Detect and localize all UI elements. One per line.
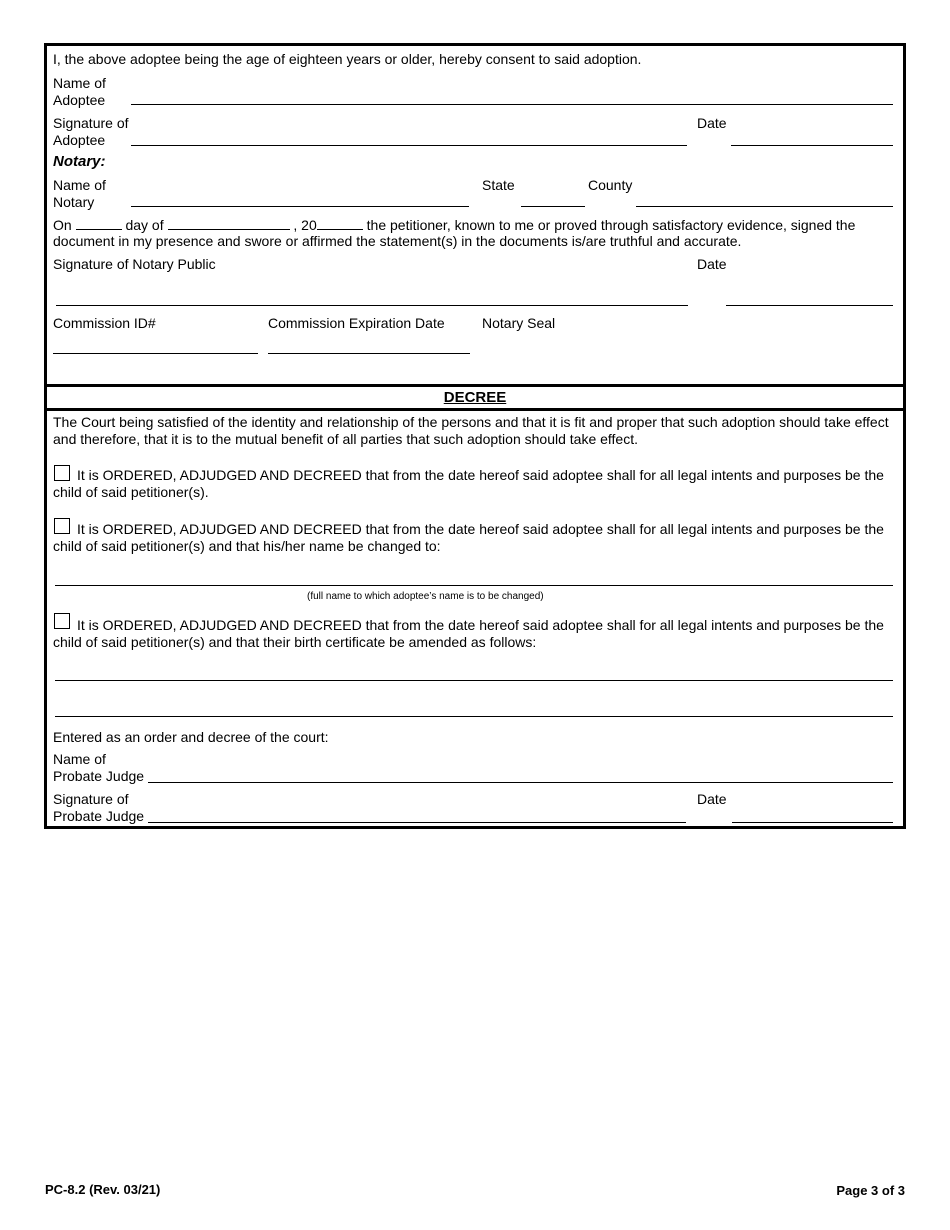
- decree-title: DECREE: [443, 389, 507, 406]
- notary-date-label: Date: [697, 256, 727, 272]
- notary-day-field[interactable]: [76, 216, 122, 230]
- commission-expiration-label: Commission Expiration Date: [268, 315, 445, 331]
- new-name-caption: (full name to which adoptee’s name is to be changed): [307, 591, 544, 602]
- notary-county-label: County: [588, 177, 633, 193]
- notary-name-label-1: Name of: [53, 177, 106, 193]
- adoptee-name-label-2: Adoptee: [53, 92, 106, 108]
- amendment-field-1[interactable]: [55, 680, 893, 681]
- adoption-form: [44, 43, 906, 829]
- adoptee-name-label-1: Name of: [53, 75, 106, 91]
- new-name-field[interactable]: [55, 585, 893, 586]
- adoptee-signature-field[interactable]: [131, 145, 687, 146]
- commission-id-label: Commission ID#: [53, 315, 156, 331]
- adoptee-signature-label-2: Adoptee: [53, 132, 106, 148]
- judge-signature-field[interactable]: [148, 822, 686, 823]
- judge-name-label-2: Probate Judge: [53, 768, 145, 784]
- amendment-field-2[interactable]: [55, 716, 893, 717]
- on-label: On: [53, 217, 72, 233]
- adoptee-name-field[interactable]: [131, 104, 893, 105]
- commission-expiration-field[interactable]: [268, 353, 470, 354]
- notary-attestation-line2: document in my presence and swore or affirmed the statement(s) in the documents is/are truthful and accurate.: [53, 233, 742, 249]
- notary-name-field[interactable]: [131, 206, 469, 207]
- judge-name-field[interactable]: [148, 782, 893, 783]
- day-of-label: day of: [125, 217, 164, 233]
- option3-text: It is ORDERED, ADJUDGED AND DECREED that from the date hereof said adoptee shall for all legal intents and purposes be the child of said petitioner(s) and that their birth certificate be amended as follows:: [53, 617, 884, 650]
- entered-statement: Entered as an order and decree of the court:: [53, 729, 329, 745]
- commission-id-field[interactable]: [53, 353, 258, 354]
- notary-signature-field[interactable]: [56, 305, 688, 306]
- notary-seal-label: Notary Seal: [482, 315, 556, 331]
- judge-signature-label-1: Signature of: [53, 791, 129, 807]
- judge-signature-label-2: Probate Judge: [53, 808, 145, 824]
- adoptee-date-label: Date: [697, 115, 727, 131]
- option2-text: It is ORDERED, ADJUDGED AND DECREED that from the date hereof said adoptee shall for all legal intents and purposes be the child of said petitioner(s) and that his/her name be changed to:: [53, 521, 884, 554]
- adoptee-signature-label-1: Signature of: [53, 115, 129, 131]
- notary-state-field[interactable]: [521, 206, 585, 207]
- decree-top-rule: [47, 384, 903, 387]
- notary-signature-label: Signature of Notary Public: [53, 256, 216, 272]
- adoptee-date-field[interactable]: [731, 145, 893, 146]
- judge-name-label-1: Name of: [53, 751, 106, 767]
- notary-heading: Notary:: [53, 153, 106, 170]
- notary-month-field[interactable]: [168, 216, 290, 230]
- notary-year-field[interactable]: [317, 216, 363, 230]
- page-number: Page 3 of 3: [836, 1183, 905, 1198]
- notary-date-field[interactable]: [726, 305, 893, 306]
- option1-text: It is ORDERED, ADJUDGED AND DECREED that from the date hereof said adoptee shall for all legal intents and purposes be the child of said petitioner(s).: [53, 467, 884, 500]
- consent-statement: I, the above adoptee being the age of eighteen years or older, hereby consent to said adoption.: [53, 51, 642, 67]
- judge-date-label: Date: [697, 791, 727, 807]
- form-id: PC-8.2 (Rev. 03/21): [45, 1182, 161, 1197]
- judge-date-field[interactable]: [732, 822, 893, 823]
- notary-county-field[interactable]: [636, 206, 893, 207]
- decree-intro: The Court being satisfied of the identity and relationship of the persons and that it is fit and proper that such adoption should take effect and therefore, that it is to the mutual benefit of all parties that such adoption should take effect.: [53, 414, 889, 447]
- notary-attestation-line1: [53, 216, 855, 234]
- notary-state-label: State: [482, 177, 515, 193]
- year-prefix-label: , 20: [293, 217, 317, 233]
- decree-bottom-rule: [47, 408, 903, 411]
- petitioner-text: the petitioner, known to me or proved through satisfactory evidence, signed the: [366, 217, 856, 233]
- notary-name-label-2: Notary: [53, 194, 95, 210]
